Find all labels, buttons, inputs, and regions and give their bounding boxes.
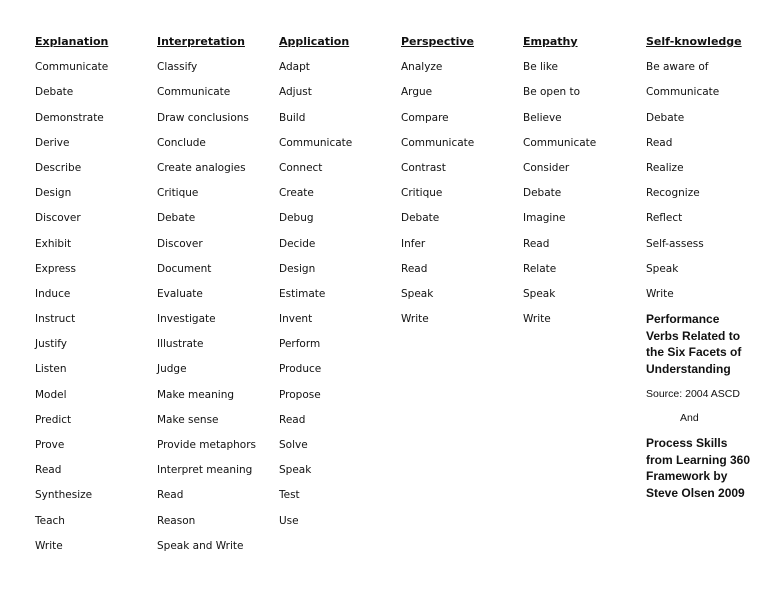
- column-perspective: [401, 35, 519, 337]
- verb-item: Critique: [401, 187, 443, 200]
- verb-item: Listen: [35, 363, 67, 376]
- verb-item: Be like: [523, 61, 559, 74]
- verb-item: Make meaning: [157, 388, 235, 401]
- verb-item: Document: [157, 262, 212, 275]
- verb-item: Induce: [35, 287, 71, 300]
- verb-item: Invent: [279, 313, 313, 326]
- verb-item: Model: [35, 388, 67, 401]
- verb-item: Debate: [523, 187, 562, 200]
- verb-item: Adapt: [279, 61, 310, 74]
- verb-item: Be aware of: [646, 61, 709, 74]
- verb-item: Write: [401, 313, 429, 326]
- verb-item: Interpret meaning: [157, 464, 253, 477]
- verb-item: Synthesize: [35, 489, 93, 502]
- verb-item: Read: [279, 413, 306, 426]
- verb-item: Solve: [279, 439, 308, 451]
- verb-item: Imagine: [523, 212, 566, 225]
- verb-item: Produce: [279, 363, 322, 376]
- verb-item: Speak: [279, 464, 312, 477]
- verb-item: Read: [523, 237, 550, 250]
- verb-item: Write: [523, 313, 551, 326]
- column-header: Application: [279, 35, 350, 48]
- verb-item: Use: [279, 514, 299, 527]
- column-empathy: [523, 35, 641, 337]
- verb-item: Write: [35, 539, 63, 552]
- verb-item: Create: [279, 187, 314, 200]
- verb-item: Instruct: [35, 313, 76, 326]
- verb-item: Express: [35, 262, 77, 275]
- verb-item: Demonstrate: [35, 111, 104, 124]
- column-explanation: [35, 35, 153, 564]
- verb-item: Conclude: [157, 136, 206, 149]
- verb-item: Infer: [401, 237, 426, 250]
- verb-item: Perform: [279, 338, 321, 351]
- verb-item: Connect: [279, 161, 323, 174]
- verb-item: Compare: [401, 111, 449, 124]
- verb-item: Judge: [157, 363, 187, 376]
- verb-item: Contrast: [401, 161, 446, 174]
- verb-item: Derive: [35, 136, 70, 149]
- verb-item: Speak and Write: [157, 539, 244, 552]
- column-header: Empathy: [523, 35, 578, 48]
- verb-item: Debate: [35, 86, 74, 99]
- verb-item: Evaluate: [157, 287, 203, 300]
- verb-item: Analyze: [401, 61, 443, 74]
- verb-item: Create analogies: [157, 161, 246, 174]
- verb-item: Discover: [35, 212, 81, 225]
- verb-item: Debate: [157, 212, 196, 225]
- column-header: Explanation: [35, 35, 109, 48]
- verb-item: Describe: [35, 161, 82, 174]
- verb-item: Design: [35, 187, 72, 200]
- note-source: Source: 2004 ASCD: [646, 388, 740, 400]
- verb-item: Predict: [35, 413, 72, 426]
- verb-item: Realize: [646, 161, 684, 174]
- verb-item: Decide: [279, 237, 316, 250]
- verb-item: Justify: [35, 338, 67, 351]
- verb-item: Communicate: [35, 61, 109, 74]
- verb-item: Prove: [35, 439, 65, 451]
- note-credit: Process Skills from Learning 360 Framework by Steve Olsen 2009: [646, 436, 751, 500]
- verb-item: Critique: [157, 187, 199, 200]
- verb-item: Communicate: [523, 136, 597, 149]
- verb-item: Debug: [279, 212, 314, 225]
- verb-item: Debate: [646, 111, 685, 124]
- verb-item: Communicate: [401, 136, 475, 149]
- note-and: And: [680, 412, 699, 424]
- verb-item: Read: [646, 136, 673, 149]
- verb-item: Believe: [523, 111, 562, 124]
- column-header: Perspective: [401, 35, 475, 48]
- verb-item: Communicate: [646, 86, 720, 99]
- column-header: Interpretation: [157, 35, 245, 48]
- column-self-knowledge: [646, 35, 764, 312]
- verb-item: Illustrate: [157, 338, 204, 351]
- column-interpretation: [157, 35, 275, 564]
- verb-item: Speak: [646, 262, 679, 275]
- verb-item: Recognize: [646, 187, 700, 200]
- verb-item: Build: [279, 111, 306, 124]
- verb-item: Read: [35, 464, 62, 477]
- verb-item: Test: [279, 489, 300, 502]
- verb-item: Adjust: [279, 86, 312, 99]
- verb-item: Consider: [523, 161, 570, 174]
- verb-item: Debate: [401, 212, 440, 225]
- verb-item: Propose: [279, 388, 321, 401]
- column-application: [279, 35, 397, 539]
- verb-item: Read: [401, 262, 428, 275]
- verb-item: Reflect: [646, 212, 683, 225]
- verb-item: Discover: [157, 237, 203, 250]
- verb-item: Teach: [35, 514, 65, 527]
- verb-item: Communicate: [157, 86, 231, 99]
- verb-item: Relate: [523, 262, 557, 275]
- verb-item: Make sense: [157, 413, 219, 426]
- verb-item: Write: [646, 287, 674, 300]
- verb-item: Reason: [157, 514, 196, 527]
- verb-item: Speak: [401, 287, 434, 300]
- verb-item: Be open to: [523, 86, 581, 99]
- verb-item: Exhibit: [35, 237, 72, 250]
- verb-item: Draw conclusions: [157, 111, 249, 124]
- verb-item: Investigate: [157, 313, 216, 326]
- note-title: Performance Verbs Related to the Six Facets of Understanding: [646, 312, 742, 376]
- verb-item: Speak: [523, 287, 556, 300]
- verb-item: Estimate: [279, 287, 326, 300]
- verb-item: Read: [157, 489, 184, 502]
- verb-item: Argue: [401, 86, 433, 99]
- verb-item: Classify: [157, 61, 198, 74]
- verb-item: Design: [279, 262, 316, 275]
- verb-item: Self-assess: [646, 237, 704, 250]
- verb-item: Communicate: [279, 136, 353, 149]
- column-header: Self-knowledge: [646, 35, 742, 48]
- verb-item: Provide metaphors: [157, 439, 257, 451]
